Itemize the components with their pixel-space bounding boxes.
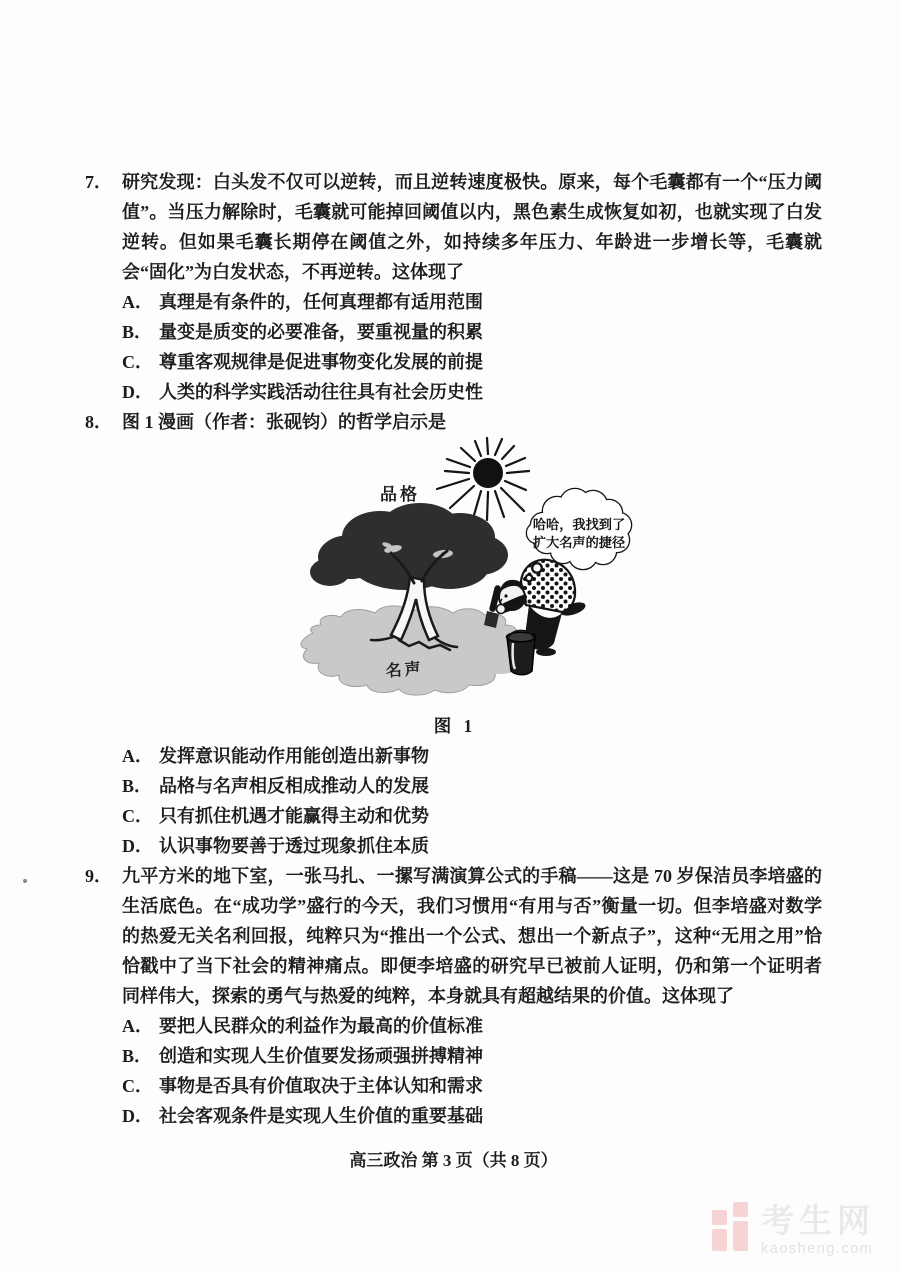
option-label: C． — [122, 352, 153, 372]
option-label: C． — [122, 806, 153, 826]
option-label: D． — [122, 836, 153, 856]
exam-content — [85, 167, 822, 1176]
option-row — [85, 1011, 822, 1041]
question-7-options — [85, 287, 822, 407]
option-label: D． — [122, 382, 153, 402]
option-row — [85, 347, 822, 377]
bubble-text-line2: 扩大名声的捷径 — [532, 535, 626, 550]
option-text: 社会客观条件是实现人生价值的重要基础 — [159, 1106, 483, 1126]
option-text: 发挥意识能动作用能创造出新事物 — [159, 746, 429, 766]
watermark-name: 考生网 — [761, 1202, 875, 1239]
question-7-number: 7． — [85, 172, 112, 192]
watermark-domain: kaosheng.com — [761, 1241, 874, 1257]
option-row — [85, 377, 822, 407]
painter-jacket — [521, 560, 575, 612]
option-row — [85, 771, 822, 801]
question-8-text: 图 1 漫画（作者：张砚钧）的哲学启示是 — [122, 412, 446, 432]
option-row — [85, 317, 822, 347]
option-label: D． — [122, 1106, 153, 1126]
option-text: 真理是有条件的，任何真理都有适用范围 — [159, 292, 483, 312]
option-text: 人类的科学实践活动往往具有社会历史性 — [159, 382, 483, 402]
option-label: A． — [122, 1016, 153, 1036]
option-row — [85, 1071, 822, 1101]
question-8-stem — [85, 407, 822, 437]
kaosheng-watermark — [712, 1202, 875, 1257]
figure-caption: 图 1 — [433, 716, 477, 736]
question-8-options — [85, 741, 822, 861]
option-label: C． — [122, 1076, 153, 1096]
thought-bubble — [526, 489, 631, 581]
watermark-text — [761, 1202, 875, 1257]
option-text: 事物是否具有价值取决于主体认知和需求 — [159, 1076, 483, 1096]
option-text: 量变是质变的必要准备，要重视量的积累 — [159, 322, 483, 342]
option-text: 尊重客观规律是促进事物变化发展的前提 — [159, 352, 483, 372]
question-9-stem — [85, 861, 822, 1011]
question-7-stem — [85, 167, 822, 287]
option-label: B． — [122, 322, 153, 342]
cartoon-svg — [275, 437, 635, 711]
shadow-label-text: 名声 — [385, 660, 425, 681]
page-footer: 高三政治 第 3 页（共 8 页） — [349, 1151, 558, 1170]
cartoon-figure — [275, 437, 635, 741]
question-9-number: 9． — [85, 866, 112, 886]
scan-speck — [23, 879, 27, 883]
option-text: 认识事物要善于透过现象抓住本质 — [159, 836, 429, 856]
option-label: B． — [122, 776, 153, 796]
option-row — [85, 801, 822, 831]
option-label: B． — [122, 1046, 153, 1066]
question-9 — [85, 861, 822, 1131]
tree-label-text: 品格 — [380, 485, 420, 504]
option-row — [85, 287, 822, 317]
paint-bucket-icon — [507, 631, 536, 675]
option-row — [85, 831, 822, 861]
option-row — [85, 1101, 822, 1131]
question-8 — [85, 407, 822, 861]
option-row — [85, 741, 822, 771]
option-text: 创造和实现人生价值要发扬顽强拼搏精神 — [159, 1046, 483, 1066]
kaosheng-logo-icon — [712, 1202, 750, 1252]
option-label: A． — [122, 746, 153, 766]
bubble-text-line1: 哈哈，我找到了 — [532, 517, 626, 532]
sun-icon — [437, 438, 529, 522]
option-text: 只有抓住机遇才能赢得主动和优势 — [159, 806, 429, 826]
question-7-text: 研究发现：白头发不仅可以逆转，而且逆转速度极快。原来，每个毛囊都有一个“压力阈值”。当压力解除时，毛囊就可能掉回阈值以内，黑色素生成恢复如初，也就实现了白发逆转。但如果毛囊长期停在阈值之外，如持续多年压力、年龄进一步增长等，毛囊就会“固化”为白发状态，不再逆转。这体现了 — [122, 172, 822, 282]
option-label: A． — [122, 292, 153, 312]
option-text: 要把人民群众的利益作为最高的价值标准 — [159, 1016, 483, 1036]
question-7 — [85, 167, 822, 407]
option-text: 品格与名声相反相成推动人的发展 — [159, 776, 429, 796]
question-9-options — [85, 1011, 822, 1131]
option-row — [85, 1041, 822, 1071]
question-9-text: 九平方米的地下室，一张马扎、一摞写满演算公式的手稿——这是 70 岁保洁员李培盛的生活底色。在“成功学”盛行的今天，我们习惯用“有用与否”衡量一切。但李培盛对数学的热爱无关名利回报，纯粹只为“推出一个公式、想出一个新点子”，这种“无用之用”恰恰戳中了当下社会的精神痛点。即便李培盛的研究早已被前人证明，仍和第一个证明者同样伟大，探索的勇气与热爱的纯粹，本身就具有超越结果的价值。这体现了 — [122, 866, 822, 1006]
question-8-number: 8． — [85, 412, 112, 432]
